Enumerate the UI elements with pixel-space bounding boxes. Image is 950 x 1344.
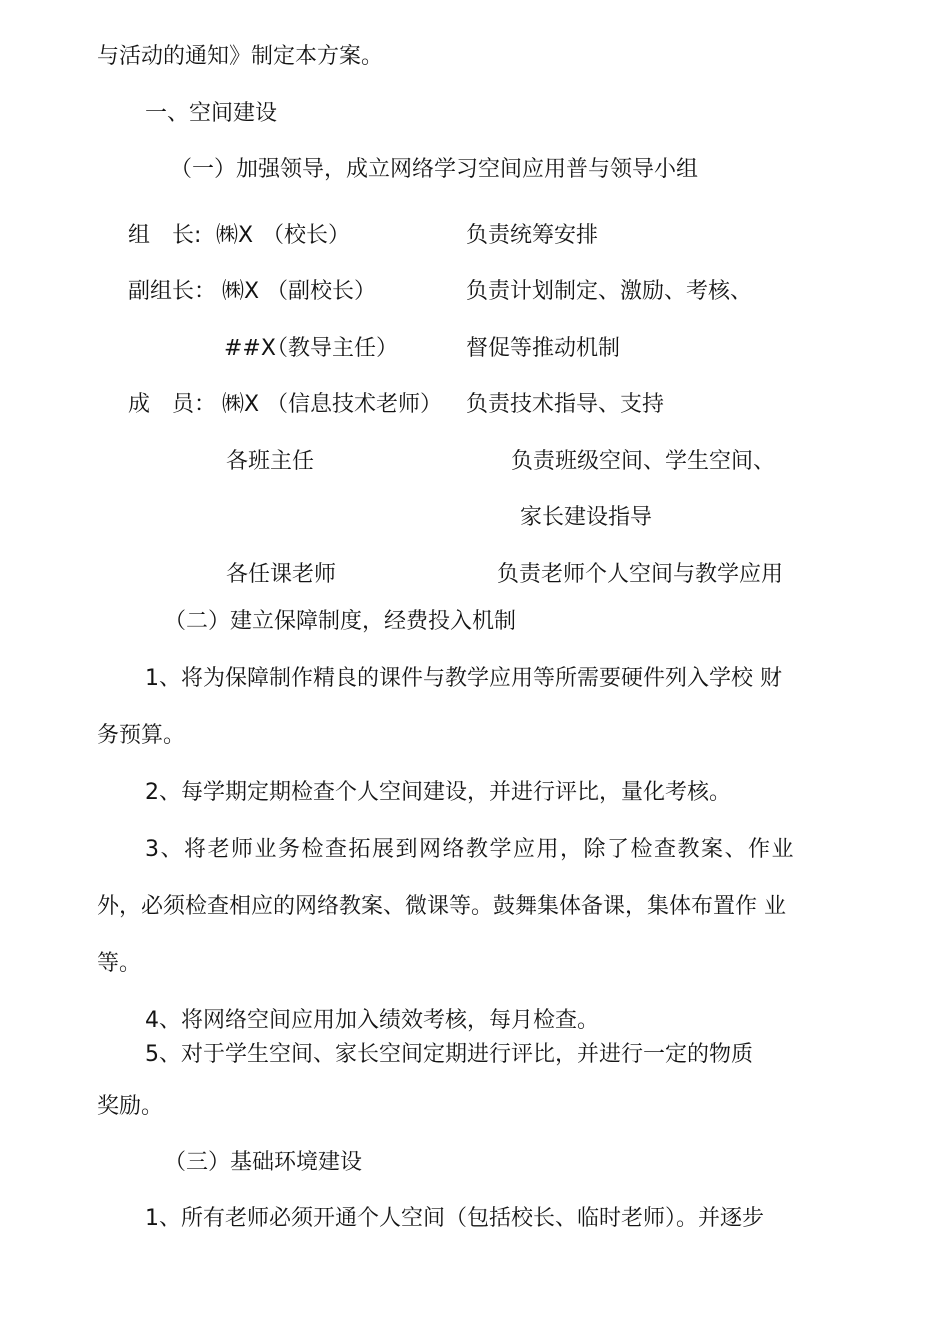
item-2: 2、每学期定期检查个人空间建设，并进行评比，量化考核。 bbox=[145, 780, 731, 805]
member-title: （信息技术老师） bbox=[266, 392, 443, 417]
leader-title: （校长） bbox=[262, 223, 351, 248]
deputy-duty-2: 督促等推动机制 bbox=[466, 336, 621, 361]
leader-name: ㈱X bbox=[216, 223, 254, 248]
deputy-label: 副组长： bbox=[128, 279, 217, 304]
subheading-guarantee-system: （二）建立保障制度，经费投入机制 bbox=[164, 609, 517, 634]
member-name: ㈱X bbox=[222, 392, 260, 417]
item-3-line-2: 外，必须检查相应的网络教案、微课等。鼓舞集体备课，集体布置作 业 bbox=[97, 894, 786, 919]
intro-line: 与活动的通知》制定本方案。 bbox=[97, 44, 384, 69]
deputy-name-2: ##X bbox=[224, 336, 276, 361]
deputy-title-2: （教导主任） bbox=[266, 336, 399, 361]
item-3-line-1: 3、将老师业务检查拓展到网络教学应用，除了检查教案、作业 bbox=[145, 837, 795, 862]
deputy-duty-1: 负责计划制定、激励、考核、 bbox=[466, 279, 753, 304]
class-teachers-duty-2: 家长建设指导 bbox=[520, 505, 653, 530]
section-heading-space-building: 一、空间建设 bbox=[145, 101, 278, 126]
member-label: 成 员： bbox=[128, 392, 217, 417]
class-teachers-label: 各班主任 bbox=[226, 449, 315, 474]
item-3-line-3: 等。 bbox=[97, 951, 142, 976]
subject-teachers-duty: 负责老师个人空间与教学应用 bbox=[497, 562, 784, 587]
subheading-infrastructure: （三）基础环境建设 bbox=[164, 1150, 363, 1175]
subheading-leadership: （一）加强领导，成立网络学习空间应用普与领导小组 bbox=[170, 157, 699, 182]
class-teachers-duty-1: 负责班级空间、学生空间、 bbox=[511, 449, 776, 474]
leader-label: 组 长: bbox=[128, 223, 202, 248]
leader-duty: 负责统筹安排 bbox=[466, 223, 599, 248]
subject-teachers-label: 各任课老师 bbox=[226, 562, 337, 587]
item-5-line-1: 5、对于学生空间、家长空间定期进行评比，并进行一定的物质 bbox=[145, 1042, 753, 1067]
infrastructure-item-1: 1、所有老师必须开通个人空间（包括校长、临时老师）。并逐步 bbox=[145, 1206, 764, 1231]
deputy-title-1: （副校长） bbox=[266, 279, 377, 304]
item-1-line-2: 务预算。 bbox=[97, 723, 186, 748]
item-1-line-1: 1、将为保障制作精良的课件与教学应用等所需要硬件列入学校 财 bbox=[145, 666, 782, 691]
item-5-line-2: 奖励。 bbox=[97, 1094, 164, 1119]
member-duty: 负责技术指导、支持 bbox=[466, 392, 665, 417]
deputy-name-1: ㈱X bbox=[222, 279, 260, 304]
item-4: 4、将网络空间应用加入绩效考核，每月检查。 bbox=[145, 1008, 599, 1033]
